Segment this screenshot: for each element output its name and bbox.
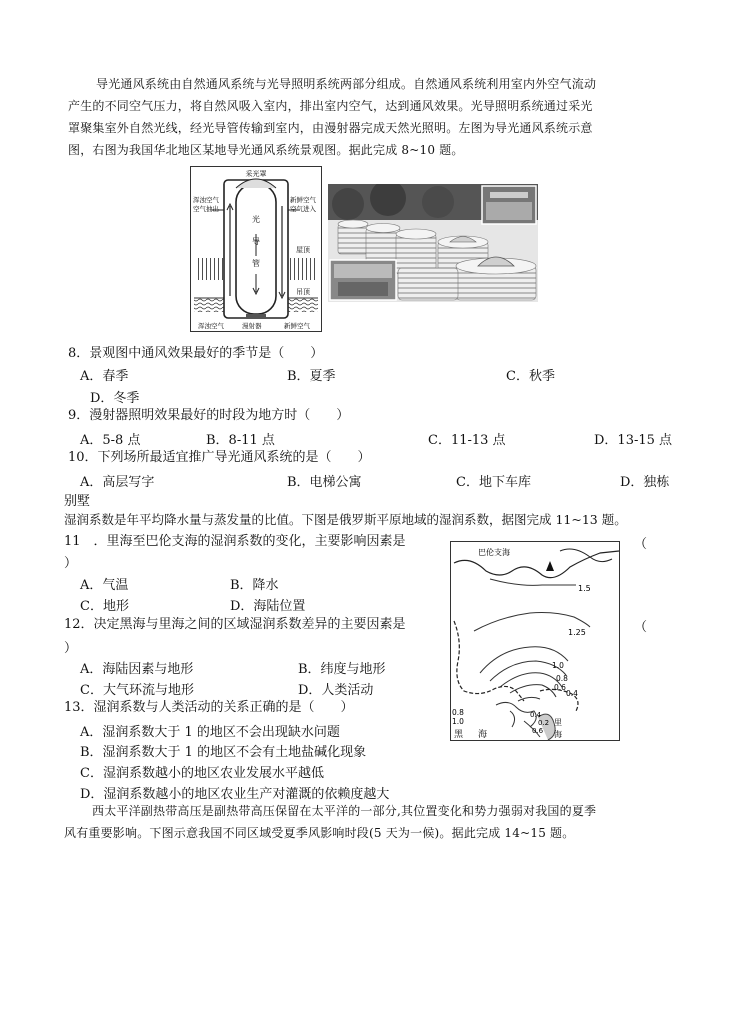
q11-option-b[interactable]: B．降水 bbox=[230, 578, 279, 593]
label-daylight-dome: 采光罩 bbox=[245, 170, 267, 178]
q10-option-d[interactable]: D．独栋 bbox=[620, 475, 670, 490]
label-intake-2: 空气进入 bbox=[290, 205, 316, 213]
q8-stem: 8．景观图中通风效果最好的季节是（ ） bbox=[68, 346, 324, 361]
label-ceiling: 吊顶 bbox=[296, 288, 310, 296]
q12-option-b[interactable]: B．纬度与地形 bbox=[298, 662, 386, 677]
q9-option-b[interactable]: B．8-11 点 bbox=[206, 433, 275, 448]
label-intake-1: 新鲜空气 bbox=[290, 196, 316, 204]
q10-stem: 10．下列场所最适宜推广导光通风系统的是（ ） bbox=[68, 450, 371, 465]
contour-label-0-8-south: 0.8 bbox=[452, 708, 464, 717]
q13-stem: 13．湿润系数与人类活动的关系正确的是（ ） bbox=[64, 700, 354, 715]
label-caspian-2: 海 bbox=[554, 730, 562, 739]
humidity-coefficient-map bbox=[450, 541, 620, 741]
contour-label-0-6: 0.6 bbox=[554, 683, 566, 692]
q12-option-a[interactable]: A．海陆因素与地形 bbox=[80, 662, 194, 677]
q13-option-a[interactable]: A．湿润系数大于 1 的地区不会出现缺水问题 bbox=[80, 725, 340, 740]
q12-option-c[interactable]: C．大气环流与地形 bbox=[80, 683, 194, 698]
label-bottom-intake: 新鲜空气 bbox=[284, 322, 310, 330]
q8-option-a[interactable]: A．春季 bbox=[80, 369, 129, 384]
q13-option-c[interactable]: C．湿润系数越小的地区农业发展水平越低 bbox=[80, 766, 324, 781]
passage2: 湿润系数是年平均降水量与蒸发量的比值。下图是俄罗斯平原地域的湿润系数，据图完成 11~13 题。 bbox=[64, 512, 627, 527]
contour-label-1-25: 1.25 bbox=[568, 628, 586, 637]
q9-option-c[interactable]: C．11-13 点 bbox=[428, 433, 506, 448]
q10-option-d-continued: 别墅 bbox=[64, 494, 91, 509]
contour-label-1-0-south: 1.0 bbox=[452, 717, 464, 726]
passage3-line2: 风有重要影响。下图示意我国不同区域受夏季风影响时段(5 天为一候)。据此完成 14~15 题。 bbox=[64, 826, 575, 840]
q9-stem: 9．漫射器照明效果最好的时段为地方时（ ） bbox=[68, 408, 350, 423]
q10-option-c[interactable]: C．地下车库 bbox=[456, 475, 531, 490]
contour-label-0-4-south: 0.4 bbox=[530, 711, 542, 719]
contour-label-0-2: 0.2 bbox=[538, 719, 550, 727]
label-bottom-exhaust: 浑浊空气 bbox=[198, 322, 224, 330]
q12-paren-open: （ bbox=[634, 620, 648, 635]
q11-paren-close: ） bbox=[64, 556, 78, 571]
contour-label-0-4: 0.4 bbox=[566, 689, 578, 698]
label-black-sea-1: 黑 bbox=[454, 730, 464, 740]
passage1-line2: 产生的不同空气压力，将自然风吸入室内，排出室内空气，达到通风效果。光导照明系统通过采光 bbox=[68, 99, 593, 113]
q11-paren-open: （ bbox=[634, 537, 648, 552]
landscape-photo bbox=[328, 184, 538, 302]
q8-option-d[interactable]: D．冬季 bbox=[90, 391, 140, 406]
q11-stem: 11 ．里海至巴伦支海的湿润系数的变化，主要影响因素是 bbox=[64, 534, 406, 549]
label-pipe-char2: 导 bbox=[252, 237, 260, 246]
q12-paren-close: ） bbox=[64, 641, 78, 656]
contour-label-0-8: 0.8 bbox=[556, 674, 568, 683]
label-barents-sea: 巴伦支海 bbox=[478, 548, 510, 557]
q13-option-d[interactable]: D．湿润系数越小的地区农业生产对灌溉的依赖度越大 bbox=[80, 787, 390, 802]
label-black-sea-2: 海 bbox=[478, 730, 488, 740]
q10-option-a[interactable]: A．高层写字 bbox=[80, 475, 155, 490]
q12-option-d[interactable]: D．人类活动 bbox=[298, 683, 374, 698]
q13-option-b[interactable]: B．湿润系数大于 1 的地区不会有土地盐碱化现象 bbox=[80, 745, 367, 760]
q10-option-b[interactable]: B．电梯公寓 bbox=[287, 475, 362, 490]
label-caspian-1: 里 bbox=[554, 718, 562, 727]
label-exhaust-1: 浑浊空气 bbox=[193, 196, 219, 204]
label-diffuser: 漫射器 bbox=[242, 322, 262, 330]
q9-option-a[interactable]: A．5-8 点 bbox=[80, 433, 141, 448]
q11-option-d[interactable]: D．海陆位置 bbox=[230, 599, 306, 614]
q11-option-a[interactable]: A．气温 bbox=[80, 578, 129, 593]
q8-option-b[interactable]: B．夏季 bbox=[287, 369, 336, 384]
contour-label-1-0: 1.0 bbox=[552, 661, 564, 670]
passage1-line4: 图，右图为我国华北地区某地导光通风系统景观图。据此完成 8~10 题。 bbox=[68, 143, 464, 157]
passage1-line1: 导光通风系统由自然通风系统与光导照明系统两部分组成。自然通风系统利用室内外空气流动 bbox=[96, 77, 597, 91]
q8-option-c[interactable]: C．秋季 bbox=[506, 369, 555, 384]
ventilation-system-diagram bbox=[190, 166, 322, 332]
q9-option-d[interactable]: D．13-15 点 bbox=[594, 433, 673, 448]
contour-label-1-5: 1.5 bbox=[578, 584, 591, 593]
passage3-line1: 西太平洋副热带高压是副热带高压保留在太平洋的一部分,其位置变化和势力强弱对我国的夏季 bbox=[92, 804, 597, 818]
q12-stem: 12．决定黑海与里海之间的区域湿润系数差异的主要因素是 bbox=[64, 617, 406, 632]
q11-option-c[interactable]: C．地形 bbox=[80, 599, 129, 614]
label-exhaust-2: 空气抽出 bbox=[193, 205, 219, 213]
label-pipe-char3: 管 bbox=[252, 259, 260, 268]
label-pipe-char1: 光 bbox=[252, 215, 260, 224]
contour-label-0-6-south: 0.6 bbox=[532, 727, 544, 735]
label-roof: 屋顶 bbox=[296, 246, 310, 254]
passage1-line3: 罩聚集室外自然光线，经光导管传输到室内，由漫射器完成天然光照明。左图为导光通风系统示意 bbox=[68, 121, 593, 135]
